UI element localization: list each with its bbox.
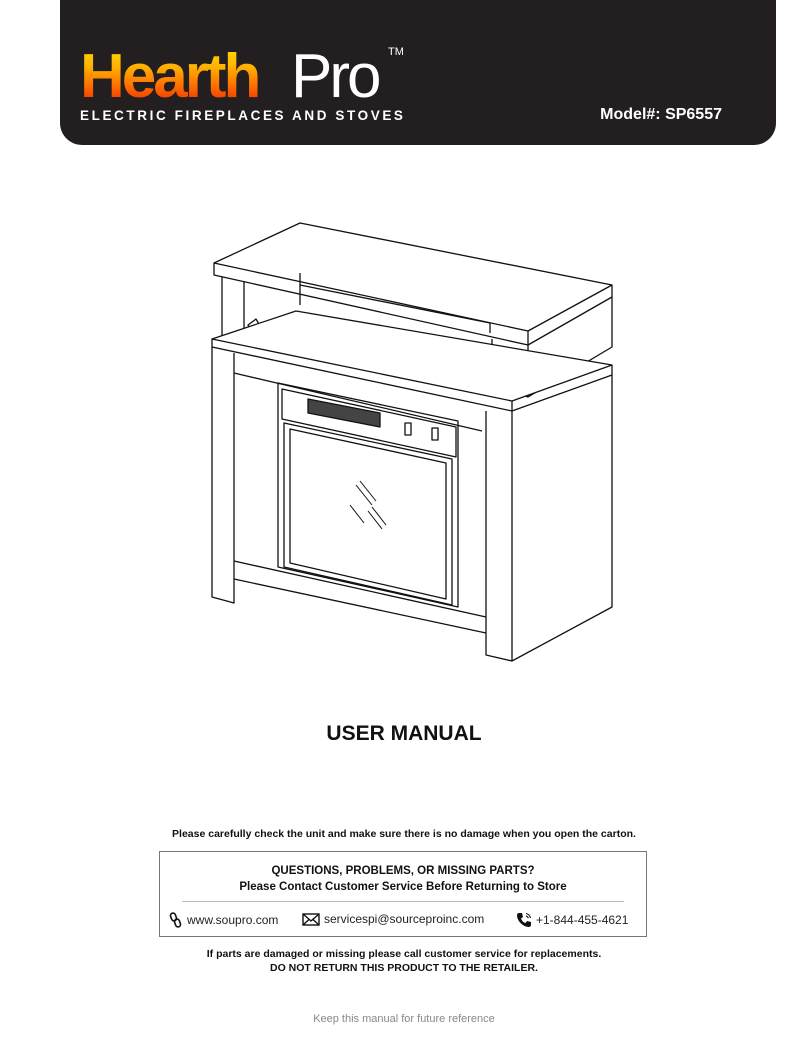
fireplace-illustration (200, 215, 620, 675)
trademark-symbol: TM (388, 46, 404, 58)
contact-question: QUESTIONS, PROBLEMS, OR MISSING PARTS? (271, 865, 535, 877)
website-link[interactable]: www.soupro.com (187, 913, 279, 927)
keep-manual-note: Keep this manual for future reference (313, 1013, 495, 1025)
brand-tagline: ELECTRIC FIREPLACES AND STOVES (80, 108, 406, 123)
contact-instruction: Please Contact Customer Service Before Returning to Store (239, 881, 567, 893)
contact-divider (182, 901, 624, 902)
control-knob-left (405, 423, 411, 435)
inspection-notice: Please carefully check the unit and make sure there is no damage when you open the carton. (172, 828, 636, 840)
phone-icon (516, 912, 532, 928)
phone-contact[interactable] (516, 912, 628, 928)
mail-icon (302, 913, 320, 926)
no-return-warning: DO NOT RETURN THIS PRODUCT TO THE RETAILER. (270, 962, 538, 974)
link-icon (169, 912, 183, 928)
damage-instruction: If parts are damaged or missing please call customer service for replacements. (206, 948, 602, 960)
email-link[interactable]: servicespi@sourceproinc.com (324, 912, 485, 926)
top-shelf (214, 223, 612, 331)
model-number: Model#: SP6557 (600, 106, 722, 123)
page-title: USER MANUAL (326, 722, 482, 745)
website-contact[interactable] (169, 912, 278, 928)
control-knob-right (432, 428, 438, 440)
middle-ledge (212, 311, 612, 401)
brand-name-hearth: Hearth (80, 42, 259, 111)
contact-box (159, 851, 647, 937)
brand-name-pro: Pro (291, 42, 379, 111)
phone-number[interactable]: +1-844-455-4621 (536, 913, 629, 927)
email-contact[interactable] (302, 912, 484, 926)
